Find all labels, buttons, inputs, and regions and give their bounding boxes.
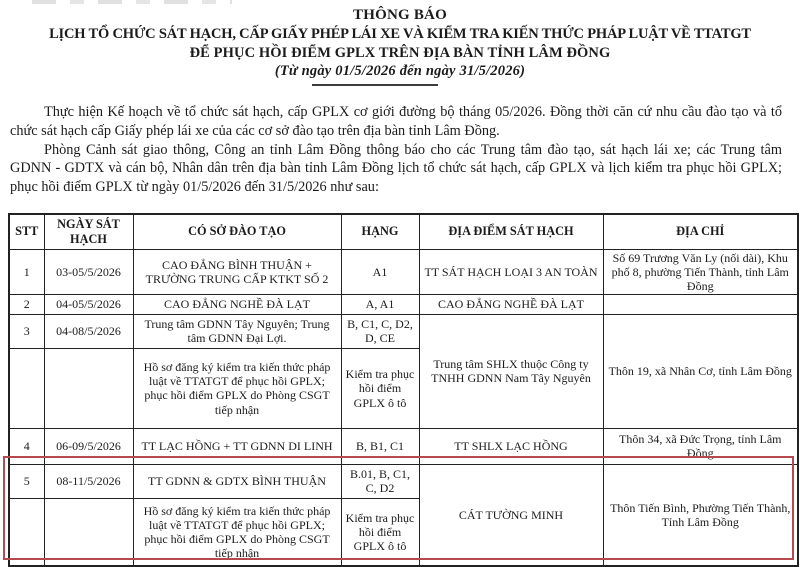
stt-cell: 5	[9, 464, 44, 498]
class-cell: B, C1, C, D2, D, CE	[341, 314, 419, 348]
class-cell: B.01, B, C1, C, D2	[341, 464, 419, 498]
doc-subtitle-line2: ĐỂ PHỤC HỒI ĐIỂM GPLX TRÊN ĐỊA BÀN TỈNH LÂM ĐỒNG	[189, 45, 611, 61]
address-line-2: Tỉnh Lâm Đồng	[661, 515, 739, 530]
recovery-class-cell: Kiểm tra phục hồi điểm GPLX ô tô	[341, 348, 419, 428]
class-cell: A1	[341, 249, 419, 294]
stt-cell: 2	[9, 294, 44, 314]
stt-cell	[9, 498, 44, 566]
col-header-stt: STT	[9, 214, 44, 249]
stt-cell: 1	[9, 249, 44, 294]
address-cell	[603, 294, 798, 314]
header-row	[9, 214, 798, 249]
schedule-table	[8, 213, 799, 567]
scan-artifact	[32, 0, 232, 4]
col-header-address: ĐỊA CHỈ	[603, 214, 798, 249]
table-row	[9, 294, 798, 314]
address-cell: Số 69 Trương Văn Ly (nối dài), Khu phố 8, phường Tiến Thành, tỉnh Lâm Đồng	[603, 249, 798, 294]
class-cell: A, A1	[341, 294, 419, 314]
table-row	[9, 464, 798, 498]
stt-cell: 4	[9, 428, 44, 464]
address-cell: Thôn 34, xã Đức Trọng, tỉnh Lâm Đồng	[603, 428, 798, 464]
recovery-class-cell: Kiểm tra phục hồi điểm GPLX ô tô	[341, 498, 419, 566]
recovery-note-cell: Hồ sơ đăng ký kiểm tra kiến thức pháp luật về TTATGT để phục hồi GPLX; phục hồi điểm GPLX do Phòng CSGT tiếp nhận	[133, 498, 341, 566]
col-header-training-center: CÓ SỞ ĐÀO TẠO	[133, 214, 341, 249]
date-cell: 08-11/5/2026	[44, 464, 133, 498]
stt-cell: 3	[9, 314, 44, 348]
training-center-cell: CAO ĐẲNG BÌNH THUẬN + TRƯỜNG TRUNG CẤP KTKT SỐ 2	[133, 249, 341, 294]
address-cell: Thôn 19, xã Nhân Cơ, tỉnh Lâm Đồng	[603, 314, 798, 428]
date-cell: 04-08/5/2026	[44, 314, 133, 348]
doc-subtitle-line1: LỊCH TỔ CHỨC SÁT HẠCH, CẤP GIẤY PHÉP LÁI XE VÀ KIỂM TRA KIẾN THỨC PHÁP LUẬT VỀ TTATGT	[49, 26, 751, 42]
table-row	[9, 249, 798, 294]
intro-paragraph-1: Thực hiện Kế hoạch về tổ chức sát hạch, cấp GPLX cơ giới đường bộ tháng 05/2026. Đồng thời căn cứ nhu cầu đào tạo và tổ chức sát hạch cấp Giấy phép lái xe của các cơ sở đào tạo trên địa bàn tỉnh Lâm Đồng.	[10, 104, 782, 139]
date-cell: 04-05/5/2026	[44, 294, 133, 314]
stt-cell	[9, 348, 44, 428]
training-center-cell: Trung tâm GDNN Tây Nguyên; Trung tâm GDNN Đại Lợi.	[133, 314, 341, 348]
class-cell: B, B1, C1	[341, 428, 419, 464]
col-header-date: NGÀY SÁT HẠCH	[44, 214, 133, 249]
date-cell	[44, 498, 133, 566]
date-cell: 06-09/5/2026	[44, 428, 133, 464]
doc-title: THÔNG BÁO	[353, 7, 447, 23]
training-center-cell: TT LẠC HỒNG + TT GDNN DI LINH	[133, 428, 341, 464]
col-header-venue: ĐỊA ĐIỂM SÁT HẠCH	[419, 214, 603, 249]
table-row	[9, 428, 798, 464]
venue-cell: Trung tâm SHLX thuộc Công ty TNHH GDNN Nam Tây Nguyên	[419, 314, 603, 428]
intro-text	[10, 103, 782, 197]
training-center-cell: CAO ĐẲNG NGHỀ ĐÀ LẠT	[133, 294, 341, 314]
address-cell	[603, 464, 798, 566]
date-underline	[312, 84, 438, 86]
col-header-class: HẠNG	[341, 214, 419, 249]
training-center-cell: TT GDNN & GDTX BÌNH THUẬN	[133, 464, 341, 498]
date-cell: 03-05/5/2026	[44, 249, 133, 294]
table-row	[9, 314, 798, 348]
venue-cell: TT SÁT HẠCH LOẠI 3 AN TOÀN	[419, 249, 603, 294]
recovery-note-cell: Hồ sơ đăng ký kiểm tra kiến thức pháp luật về TTATGT để phục hồi GPLX; phục hồi điểm GPLX do Phòng CSGT tiếp nhận	[133, 348, 341, 428]
venue-cell: TT SHLX LẠC HỒNG	[419, 428, 603, 464]
address-line-1: Thôn Tiến Bình, Phường Tiến Thành,	[610, 501, 791, 516]
venue-cell: CAO ĐẲNG NGHỀ ĐÀ LẠT	[419, 294, 603, 314]
venue-cell: CÁT TƯỜNG MINH	[419, 464, 603, 566]
doc-date-range: (Từ ngày 01/5/2026 đến ngày 31/5/2026)	[274, 63, 526, 79]
date-cell	[44, 348, 133, 428]
intro-paragraph-2: Phòng Cảnh sát giao thông, Công an tỉnh Lâm Đồng thông báo cho các Trung tâm đào tạo, sát hạch lái xe; các Trung tâm GDNN - GDTX và cán bộ, Nhân dân trên địa bàn tỉnh Lâm Đồng lịch tổ chức sát hạch, cấp GPLX và lịch kiểm tra phục hồi GPLX; phục hồi điểm GPLX từ ngày 01/5/2026 đến 31/5/2026 như sau:	[10, 141, 782, 196]
